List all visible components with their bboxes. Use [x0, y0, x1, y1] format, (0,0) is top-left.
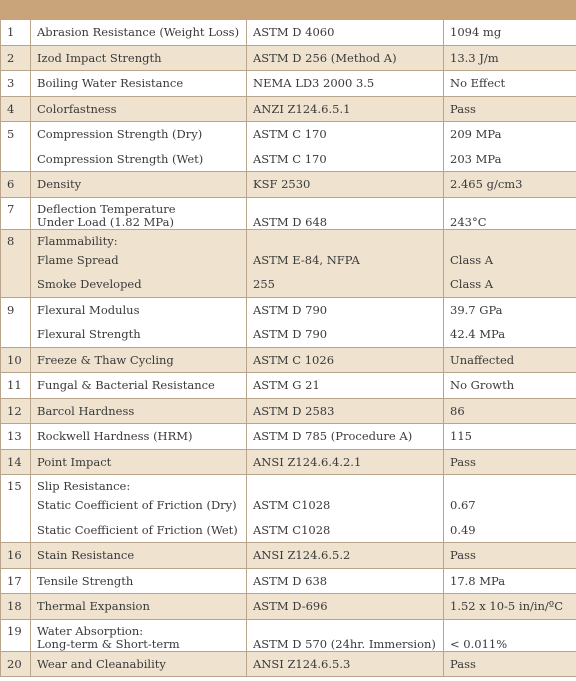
result-line: 203 MPa [450, 151, 502, 166]
row-number: 2 [7, 50, 15, 65]
row-number: 12 [7, 403, 22, 418]
result-cell [444, 651, 576, 677]
property-line: Boiling Water Resistance [37, 76, 184, 90]
result-cell [444, 45, 576, 71]
row-number-cell [1, 20, 31, 45]
result-line: Class A [450, 277, 494, 291]
test-method-line [253, 625, 439, 638]
property-line: Wear and Cleanability [37, 656, 166, 671]
row-number: 8 [7, 234, 15, 248]
result-line: No Effect [450, 76, 506, 90]
property-line: Long-term & Short-term [37, 637, 180, 651]
test-method-cell [247, 122, 444, 172]
properties-table [0, 20, 576, 677]
row-number: 3 [7, 76, 15, 90]
test-method-line: ASTM D 256 (Method A) [253, 50, 397, 65]
row-number: 6 [7, 177, 15, 191]
row-number: 1 [7, 25, 15, 39]
property-cell [31, 45, 247, 71]
table-row [1, 568, 576, 594]
property-cell [31, 229, 247, 297]
result-cell [444, 475, 576, 543]
property-line: Colorfastness [37, 101, 117, 116]
row-number-cell [1, 229, 31, 297]
result-line: 0.49 [450, 522, 476, 537]
property-cell [31, 568, 247, 594]
result-cell [444, 594, 576, 620]
property-line: Stain Resistance [37, 548, 135, 562]
row-number-cell [1, 172, 31, 198]
test-method-line: ASTM C1028 [253, 498, 331, 512]
test-method-line: ASTM C 1026 [253, 352, 335, 367]
table-row [1, 373, 576, 399]
table-row [1, 651, 576, 677]
property-line: Barcol Hardness [37, 403, 135, 418]
row-number: 11 [7, 378, 22, 392]
property-cell [31, 96, 247, 122]
test-method-cell [247, 398, 444, 424]
test-method-cell [247, 619, 444, 651]
test-method-cell [247, 568, 444, 594]
property-cell [31, 71, 247, 97]
test-method-line: ASTM D 570 (24hr. Immersion) [253, 637, 436, 651]
test-method-line: ASTM D 4060 [253, 25, 335, 39]
row-number: 5 [7, 127, 15, 141]
table-row [1, 619, 576, 651]
result-line [450, 203, 572, 216]
test-method-line: ASTM C 170 [253, 151, 327, 166]
table-row [1, 594, 576, 620]
test-method-line: ASTM C 170 [253, 127, 327, 141]
property-line: Static Coefficient of Friction (Dry) [37, 498, 237, 512]
row-number-cell [1, 398, 31, 424]
result-line: 39.7 GPa [450, 302, 503, 317]
property-cell [31, 122, 247, 172]
property-line: Compression Strength (Wet) [37, 151, 204, 166]
property-cell [31, 449, 247, 475]
result-cell [444, 373, 576, 399]
table-row [1, 475, 576, 543]
result-line [450, 625, 572, 638]
row-number-cell [1, 373, 31, 399]
result-cell [444, 619, 576, 651]
result-cell [444, 424, 576, 450]
result-line: 2.465 g/cm3 [450, 177, 523, 191]
property-line: Point Impact [37, 454, 112, 469]
result-line: 115 [450, 429, 472, 443]
property-line: Izod Impact Strength [37, 50, 162, 65]
table-row [1, 543, 576, 569]
result-line: 243°C [450, 215, 487, 229]
property-line: Tensile Strength [37, 573, 134, 588]
test-method-line: ASTM E-84, NFPA [253, 252, 360, 267]
row-number-cell [1, 347, 31, 373]
test-method-cell [247, 197, 444, 229]
property-line: Fungal & Bacterial Resistance [37, 378, 215, 392]
result-cell [444, 71, 576, 97]
test-method-line: ANSI Z124.6.4.2.1 [253, 454, 362, 469]
property-line: Compression Strength (Dry) [37, 127, 203, 141]
test-method-line [253, 235, 439, 248]
test-method-line: NEMA LD3 2000 3.5 [253, 76, 375, 90]
result-line: 13.3 J/m [450, 50, 499, 65]
result-cell [444, 297, 576, 347]
table-row [1, 229, 576, 297]
result-line: < 0.011% [450, 637, 508, 651]
test-method-line: ANSI Z124.6.5.3 [253, 656, 351, 671]
table-row [1, 398, 576, 424]
row-number: 4 [7, 101, 15, 116]
test-method-line: ANSI Z124.6.5.2 [253, 548, 351, 562]
test-method-line: ASTM D 2583 [253, 403, 335, 418]
result-line: Pass [450, 454, 476, 469]
row-number-cell [1, 651, 31, 677]
property-line: Slip Resistance: [37, 480, 131, 493]
result-cell [444, 347, 576, 373]
test-method-cell [247, 424, 444, 450]
property-cell [31, 398, 247, 424]
result-cell [444, 543, 576, 569]
property-cell [31, 172, 247, 198]
test-method-line: ASTM G 21 [253, 378, 320, 392]
test-method-cell [247, 20, 444, 45]
property-line: Water Absorption: [37, 624, 144, 638]
result-cell [444, 229, 576, 297]
test-method-line [253, 203, 439, 216]
table-row [1, 45, 576, 71]
row-number: 14 [7, 454, 22, 469]
table-row [1, 122, 576, 172]
result-line: Class A [450, 252, 494, 267]
row-number: 19 [7, 624, 22, 638]
test-method-cell [247, 172, 444, 198]
property-cell [31, 373, 247, 399]
property-cell [31, 619, 247, 651]
property-line: Flammability: [37, 234, 118, 248]
test-method-cell [247, 297, 444, 347]
test-method-cell [247, 475, 444, 543]
result-line: 17.8 MPa [450, 573, 506, 588]
test-method-cell [247, 96, 444, 122]
test-method-cell [247, 543, 444, 569]
result-cell [444, 398, 576, 424]
result-cell [444, 197, 576, 229]
table-row [1, 449, 576, 475]
table-header-bar [0, 0, 576, 20]
property-cell [31, 347, 247, 373]
row-number-cell [1, 475, 31, 543]
test-method-cell [247, 651, 444, 677]
table-row [1, 424, 576, 450]
test-method-cell [247, 347, 444, 373]
test-method-line [253, 480, 439, 493]
result-line [450, 235, 572, 248]
row-number-cell [1, 45, 31, 71]
test-method-line: KSF 2530 [253, 177, 311, 191]
property-cell [31, 475, 247, 543]
property-line: Flexural Strength [37, 327, 141, 341]
test-method-line: ASTM D 785 (Procedure A) [253, 429, 413, 443]
property-line: Flexural Modulus [37, 302, 140, 317]
table-row [1, 297, 576, 347]
result-line: Pass [450, 656, 476, 671]
test-method-cell [247, 45, 444, 71]
result-line: Unaffected [450, 352, 515, 367]
row-number: 10 [7, 352, 22, 367]
row-number: 18 [7, 599, 22, 613]
result-cell [444, 20, 576, 45]
row-number: 13 [7, 429, 22, 443]
row-number: 9 [7, 302, 15, 317]
row-number-cell [1, 297, 31, 347]
result-line: 209 MPa [450, 127, 502, 141]
table-row [1, 96, 576, 122]
property-line: Smoke Developed [37, 277, 142, 291]
row-number: 7 [7, 202, 15, 216]
row-number-cell [1, 568, 31, 594]
result-line: 42.4 MPa [450, 327, 506, 341]
result-line: 0.67 [450, 498, 476, 512]
row-number-cell [1, 619, 31, 651]
result-cell [444, 122, 576, 172]
test-method-line: ASTM D 648 [253, 215, 328, 229]
test-method-line: ANZI Z124.6.5.1 [253, 101, 351, 116]
test-method-cell [247, 71, 444, 97]
row-number-cell [1, 543, 31, 569]
property-line: Deflection Temperature [37, 202, 176, 216]
result-line: 1.52 x 10-5 in/in/ºC [450, 599, 564, 613]
row-number: 16 [7, 548, 22, 562]
result-cell [444, 449, 576, 475]
test-method-line: ASTM D 790 [253, 327, 328, 341]
result-line: Pass [450, 548, 476, 562]
property-line: Rockwell Hardness (HRM) [37, 429, 193, 443]
result-cell [444, 568, 576, 594]
test-method-cell [247, 373, 444, 399]
table-row [1, 71, 576, 97]
property-cell [31, 197, 247, 229]
test-method-line: 255 [253, 277, 275, 291]
property-cell [31, 297, 247, 347]
result-cell [444, 172, 576, 198]
test-method-cell [247, 229, 444, 297]
table-row [1, 20, 576, 45]
test-method-cell [247, 594, 444, 620]
row-number-cell [1, 197, 31, 229]
test-method-line: ASTM D 638 [253, 573, 328, 588]
table-row [1, 172, 576, 198]
result-line: 86 [450, 403, 465, 418]
property-cell [31, 20, 247, 45]
row-number: 20 [7, 656, 22, 671]
row-number-cell [1, 594, 31, 620]
property-cell [31, 651, 247, 677]
property-line: Freeze & Thaw Cycling [37, 352, 174, 367]
row-number-cell [1, 424, 31, 450]
property-cell [31, 543, 247, 569]
result-line [450, 480, 572, 493]
result-line: Pass [450, 101, 476, 116]
property-line: Density [37, 177, 82, 191]
property-line: Abrasion Resistance (Weight Loss) [37, 25, 240, 39]
property-cell [31, 594, 247, 620]
table-row [1, 347, 576, 373]
table-row [1, 197, 576, 229]
test-method-line: ASTM C1028 [253, 522, 331, 537]
test-method-cell [247, 449, 444, 475]
test-method-line: ASTM D 790 [253, 302, 328, 317]
properties-table-body [1, 20, 576, 677]
row-number: 15 [7, 480, 22, 493]
property-line: Static Coefficient of Friction (Wet) [37, 522, 238, 537]
result-cell [444, 96, 576, 122]
row-number-cell [1, 96, 31, 122]
property-line: Thermal Expansion [37, 599, 150, 613]
row-number: 17 [7, 573, 22, 588]
row-number-cell [1, 122, 31, 172]
property-line: Under Load (1.82 MPa) [37, 215, 174, 229]
property-line: Flame Spread [37, 252, 119, 267]
row-number-cell [1, 449, 31, 475]
property-cell [31, 424, 247, 450]
result-line: 1094 mg [450, 25, 502, 39]
row-number-cell [1, 71, 31, 97]
test-method-line: ASTM D-696 [253, 599, 328, 613]
result-line: No Growth [450, 378, 515, 392]
